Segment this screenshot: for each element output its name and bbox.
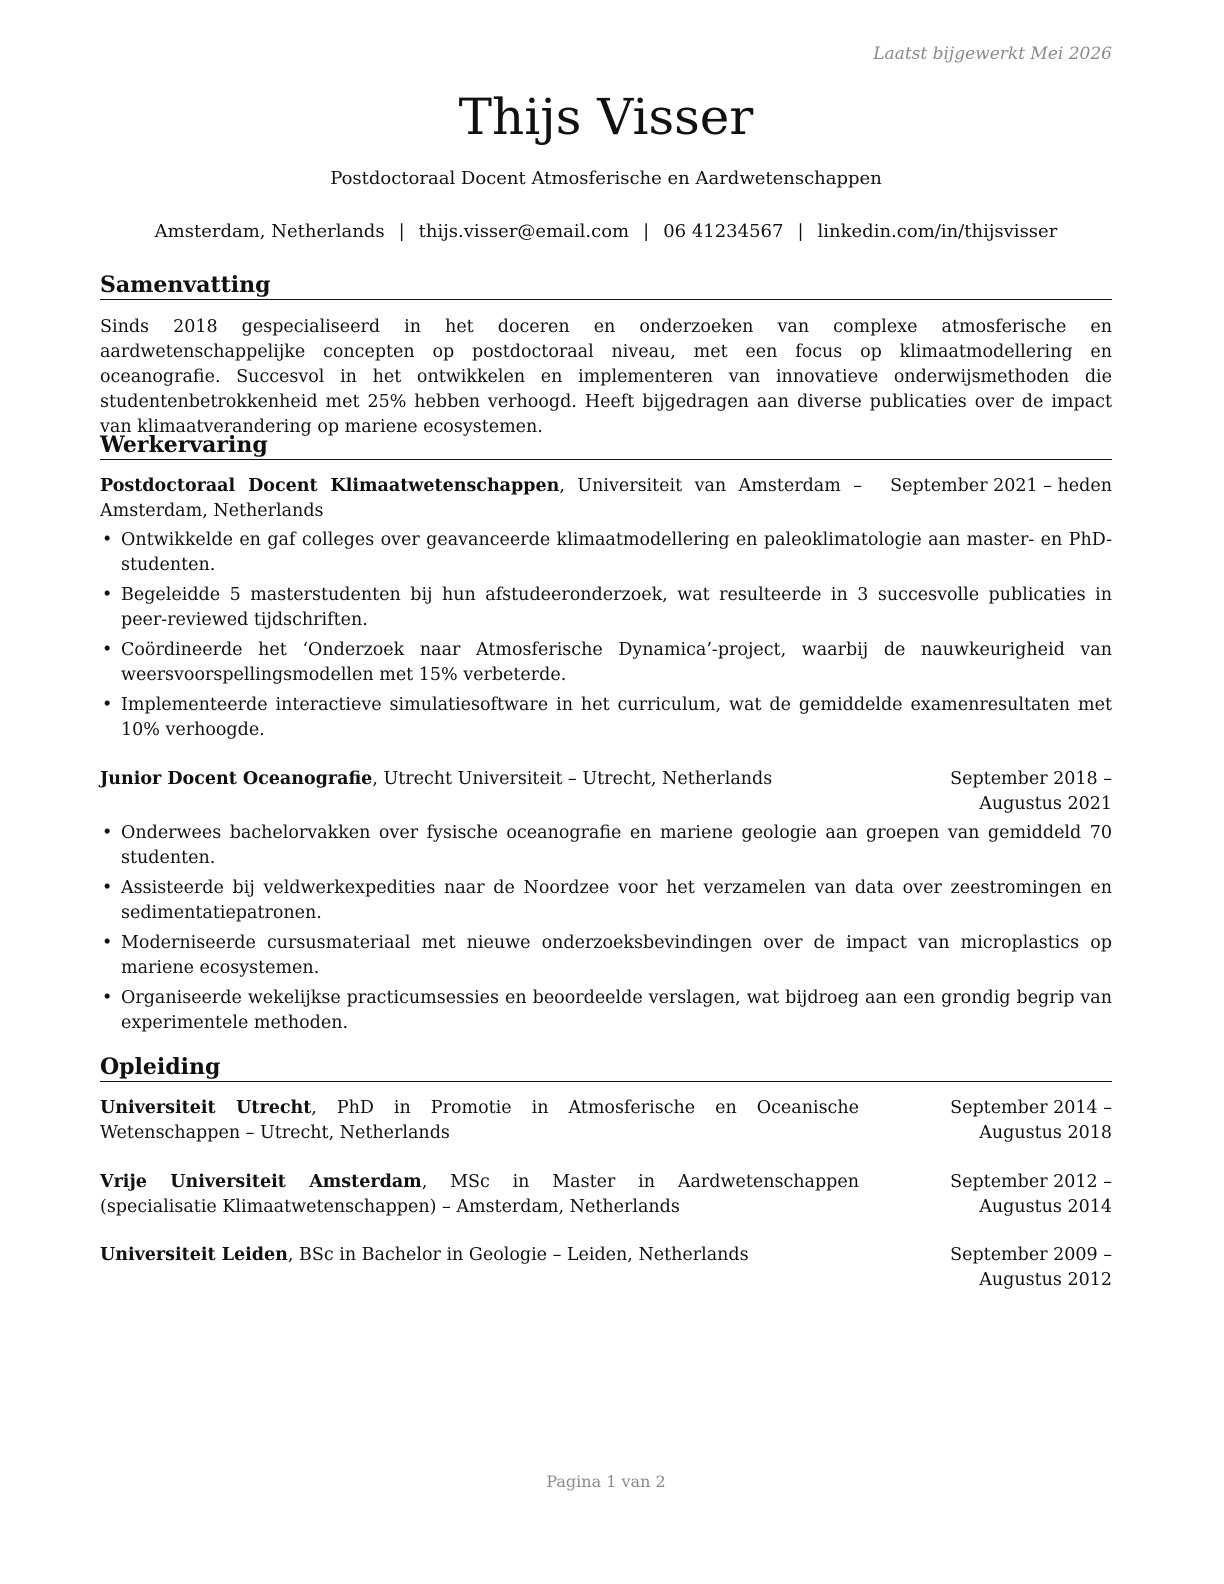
bullet-icon: • xyxy=(102,878,113,898)
contact-separator: | xyxy=(643,221,650,242)
job-entry xyxy=(100,767,1112,1041)
education-dates: September 2009 – Augustus 2012 xyxy=(950,1245,1112,1290)
summary-text: Sinds 2018 gespecialiseerd in het doceren en onderzoeken van complexe atmosferische en aardwetenschappelijke concepten op postdoctoraal niveau, met een focus op klimaatmodellering en oceanografie. Succesvol in het ontwikkelen en implementeren van innovatieve onderwijsmethoden die studentenbetrokkenheid met 25% hebben verhoogd. Heeft bijgedragen aan diverse publicaties over de impact van klimaatverandering op mariene ecosystemen. xyxy=(100,317,1112,437)
education-school: Universiteit Leiden xyxy=(100,1245,288,1265)
contact-location: Amsterdam, Netherlands xyxy=(154,221,385,242)
bullet-icon: • xyxy=(102,988,113,1008)
education-detail: , BSc in Bachelor in Geologie – Leiden, Netherlands xyxy=(287,1245,749,1265)
job-dates: September 2018 – Augustus 2021 xyxy=(950,769,1112,814)
contact-separator: | xyxy=(797,221,804,242)
bullet-text: Begeleidde 5 masterstudenten bij hun afstudeeronderzoek, wat resulteerde in 3 succesvolle publicaties in peer-reviewed tijdschriften. xyxy=(121,585,1112,630)
candidate-title: Postdoctoraal Docent Atmosferische en Aardwetenschappen xyxy=(330,168,882,189)
education-dates: September 2014 – Augustus 2018 xyxy=(950,1098,1112,1143)
bullet-text: Moderniseerde cursusmateriaal met nieuwe onderzoeksbevindingen over de impact van microplastics op mariene ecosystemen. xyxy=(121,933,1112,978)
list-item xyxy=(100,693,1112,743)
contact-phone[interactable]: 06 41234567 xyxy=(663,221,784,242)
list-item xyxy=(100,876,1112,926)
section-title-education: Opleiding xyxy=(100,1053,1112,1082)
job-heading xyxy=(100,767,877,817)
bullet-text: Onderwees bachelorvakken over fysische oceanografie en mariene geologie aan groepen van gemiddeld 70 studenten. xyxy=(121,823,1112,868)
education-school: Universiteit Utrecht xyxy=(100,1098,312,1118)
bullet-text: Organiseerde wekelijkse practicumsessies en beoordeelde verslagen, wat bijdroeg aan een grondig begrip van experimentele methoden. xyxy=(121,988,1112,1033)
job-entry xyxy=(100,474,1112,748)
contact-linkedin[interactable]: linkedin.com/in/thijsvisser xyxy=(817,221,1058,242)
list-item xyxy=(100,931,1112,981)
section-title-experience: Werkervaring xyxy=(100,431,1112,460)
job-heading xyxy=(100,474,880,524)
bullet-icon: • xyxy=(102,933,113,953)
list-item xyxy=(100,821,1112,871)
job-org: , Utrecht Universiteit – Utrecht, Netherlands xyxy=(372,769,773,789)
education-school: Vrije Universiteit Amsterdam xyxy=(100,1172,422,1192)
bullet-icon: • xyxy=(102,695,113,715)
bullet-text: Ontwikkelde en gaf colleges over geavanceerde klimaatmodellering en paleoklimatologie aan master- en PhD-studenten. xyxy=(121,530,1112,575)
job-org: , Universiteit van Amsterdam – Amsterdam, Netherlands xyxy=(100,476,862,521)
contact-separator: | xyxy=(398,221,405,242)
contact-line xyxy=(100,219,1112,245)
page-number: Pagina 1 van 2 xyxy=(546,1472,666,1491)
education-heading xyxy=(100,1096,877,1146)
job-bullets xyxy=(100,528,1112,743)
education-entry xyxy=(100,1243,1112,1293)
education-dates: September 2012 – Augustus 2014 xyxy=(950,1172,1112,1217)
education-entry xyxy=(100,1170,1112,1220)
education-detail: , PhD in Promotie in Atmosferische en Oceanische Wetenschappen – Utrecht, Netherlands xyxy=(100,1098,859,1143)
section-title-summary: Samenvatting xyxy=(100,271,1112,300)
job-dates: September 2021 – heden xyxy=(890,476,1112,496)
list-item xyxy=(100,986,1112,1036)
education-detail: , MSc in Master in Aardwetenschappen (specialisatie Klimaatwetenschappen) – Amsterdam, Netherlands xyxy=(100,1172,859,1217)
list-item xyxy=(100,583,1112,633)
bullet-icon: • xyxy=(102,823,113,843)
bullet-icon: • xyxy=(102,530,113,550)
bullet-text: Assisteerde bij veldwerkexpedities naar de Noordzee voor het verzamelen van data over zeestromingen en sedimentatiepatronen. xyxy=(121,878,1112,923)
job-role: Postdoctoraal Docent Klimaatwetenschappen xyxy=(100,476,560,496)
candidate-name: Thijs Visser xyxy=(458,88,754,146)
resume-page xyxy=(100,0,1112,1584)
bullet-text: Coördineerde het ‘Onderzoek naar Atmosferische Dynamica’-project, waarbij de nauwkeurigheid van weersvoorspellingsmodellen met 15% verbeterde. xyxy=(121,640,1112,685)
education-entry xyxy=(100,1096,1112,1146)
list-item xyxy=(100,638,1112,688)
bullet-icon: • xyxy=(102,640,113,660)
contact-email[interactable]: thijs.visser@email.com xyxy=(418,221,630,242)
bullet-text: Implementeerde interactieve simulatiesoftware in het curriculum, wat de gemiddelde examenresultaten met 10% verhoogde. xyxy=(121,695,1112,740)
education-heading xyxy=(100,1243,877,1293)
list-item xyxy=(100,528,1112,578)
job-bullets xyxy=(100,821,1112,1036)
job-role: Junior Docent Oceanografie xyxy=(100,769,373,789)
education-heading xyxy=(100,1170,877,1220)
last-updated: Laatst bijgewerkt Mei 2026 xyxy=(873,44,1112,64)
bullet-icon: • xyxy=(102,585,113,605)
